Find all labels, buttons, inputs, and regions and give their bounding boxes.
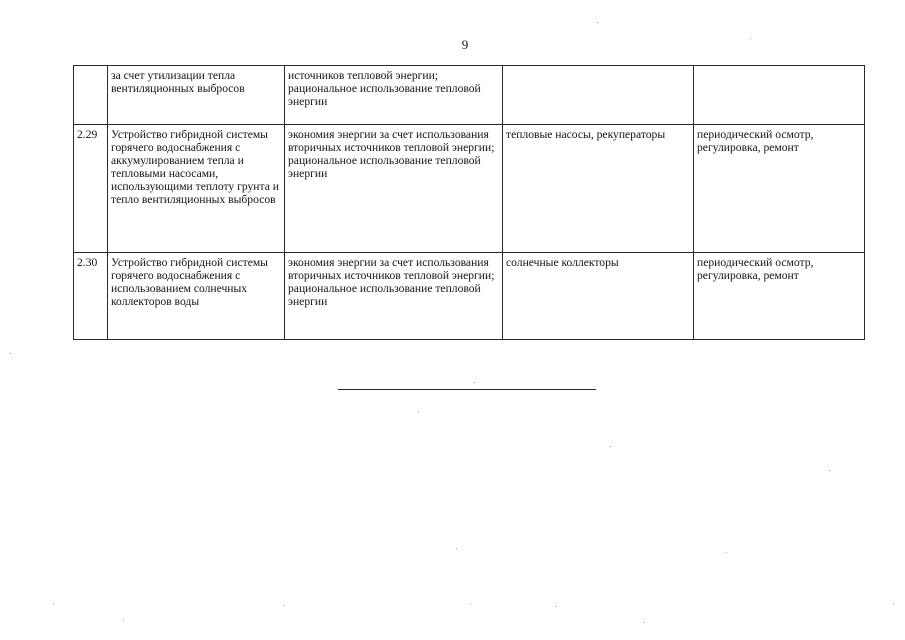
scan-speck xyxy=(555,606,556,607)
scan-speck xyxy=(726,552,727,553)
scan-speck xyxy=(123,620,124,621)
equipment-cell: солнечные коллекторы xyxy=(503,253,694,340)
scan-speck xyxy=(893,603,894,604)
scan-speck xyxy=(53,603,54,604)
scan-speck xyxy=(610,446,611,447)
service-cell xyxy=(694,66,865,125)
equipment-cell: тепловые насосы, рекуператоры xyxy=(503,125,694,253)
measure-name-cell: Устройство гибридной системы горячего водоснабжения с использованием солнечных коллекторов воды xyxy=(108,253,285,340)
measure-name-cell: Устройство гибридной системы горячего водоснабжения с аккумулированием тепла и тепловыми насосами, использующими теплоту грунта и тепло вентиляционных выбросов xyxy=(108,125,285,253)
row-number-cell xyxy=(74,66,108,125)
effect-cell: экономия энергии за счет использования вторичных источников тепловой энергии; рациональное использование тепловой энергии xyxy=(285,253,503,340)
scan-speck xyxy=(597,22,598,23)
table-row xyxy=(74,125,865,253)
scan-speck xyxy=(470,604,471,605)
table-row xyxy=(74,253,865,340)
page-number: 9 xyxy=(461,37,469,52)
row-number-cell: 2.30 xyxy=(74,253,108,340)
scan-speck xyxy=(418,411,419,412)
closing-line xyxy=(338,389,596,390)
effect-cell: источников тепловой энергии; рациональное использование тепловой энергии xyxy=(285,66,503,125)
scan-speck xyxy=(456,548,457,549)
measure-name-cell: за счет утилизации тепла вентиляционных выбросов xyxy=(108,66,285,125)
scan-speck xyxy=(283,605,284,606)
scan-speck xyxy=(829,470,830,471)
table-row xyxy=(74,66,865,125)
service-cell: периодический осмотр, регулировка, ремонт xyxy=(694,125,865,253)
scan-speck xyxy=(474,382,475,383)
measures-table xyxy=(73,65,865,340)
equipment-cell xyxy=(503,66,694,125)
scan-speck xyxy=(750,38,751,39)
service-cell: периодический осмотр, регулировка, ремонт xyxy=(694,253,865,340)
scan-speck xyxy=(644,622,645,623)
scan-speck xyxy=(10,353,11,354)
effect-cell: экономия энергии за счет использования вторичных источников тепловой энергии; рациональное использование тепловой энергии xyxy=(285,125,503,253)
row-number-cell: 2.29 xyxy=(74,125,108,253)
